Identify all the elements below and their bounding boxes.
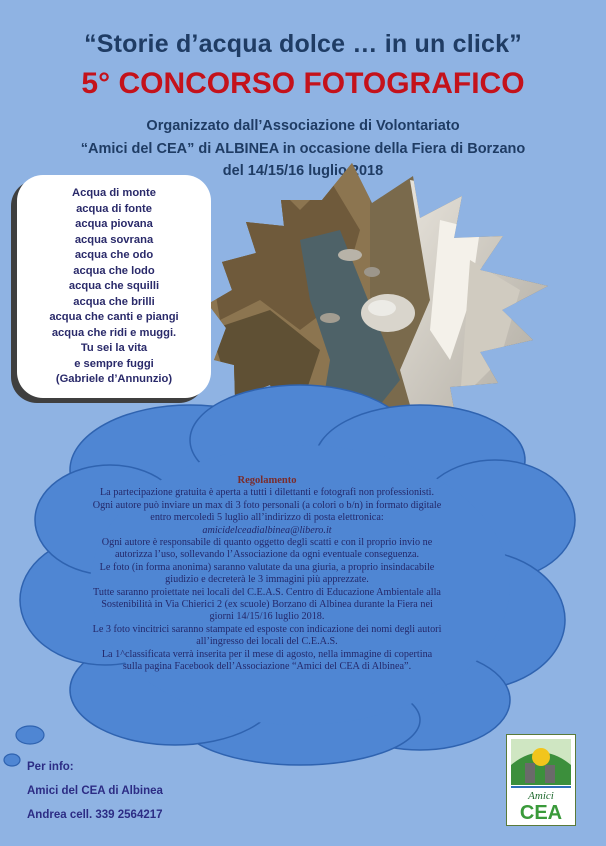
poem-line: Tu sei la vita [80,342,148,354]
logo-word-cea: CEA [519,802,563,824]
info-phone: Andrea cell. 339 2564217 [27,809,163,821]
poem-line: acqua che brilli [73,295,155,308]
poem-line: acqua che ridi e muggi. [51,326,177,339]
rules-heading: Regolamento [237,475,297,486]
info-association: Amici del CEA di Albinea [27,785,163,797]
poem-line: e sempre fuggi [74,357,154,370]
organizer-line-1: Organizzato dall’Associazione di Volontariato [146,118,460,134]
rules-paragraph: La 1^classificata verrà inserita per il mese di agosto, nella immagine di copertina sulla pagina Facebook dell’Associazione “Amici del CEA di Albinea”. [101,648,433,673]
rules-paragraph: Ogni autore può inviare un max di 3 foto personali (a colori o b/n) in formato digitale entro mercoledì 5 luglio all’indirizzo di posta elettronica: [92,499,442,524]
rules-paragraph: Le 3 foto vincitrici saranno stampate ed esposte con indicazione dei nomi degli autori all’ingresso dei locali del C.E.A.S. [92,623,442,648]
email-link[interactable]: amicidelceadialbinea@libero.it [202,524,332,536]
poem-line: acqua che odo [74,249,154,261]
poem-line: acqua che lodo [73,264,155,277]
poem-line: acqua che squilli [68,280,160,292]
rules-paragraph: Tutte saranno proiettate nei locali del C.E.A.S. Centro di Educazione Ambientale alla Sostenibilità in Via Chierici 2 (ex scuole) Borzano di Albinea durante la Fiera nei giorni 14/15/16 luglio 2018. [93,586,441,623]
logo-word-amici: Amici [528,790,554,802]
rules-paragraph: Le foto (in forma anonima) saranno valutate da una giuria, a proprio insindacabile giudizio e decreterà le 3 immagini più apprezzate. [99,561,435,586]
contest-title: 5° CONCORSO FOTOGRAFICO [81,67,525,100]
info-label: Per info: [27,761,74,773]
poem-line: acqua piovana [75,218,153,230]
logo-graphic [507,735,575,825]
organizer-line-2: “Amici del CEA” di ALBINEA in occasione della Fiera di Borzano [80,140,526,157]
poem-author: (Gabriele d’Annunzio) [55,373,173,385]
amici-cea-logo [506,734,576,826]
event-dates: del 14/15/16 luglio 2018 [222,163,384,179]
rules-paragraph: La partecipazione gratuita è aperta a tutti i dilettanti e fotografi non professionisti. [99,487,435,499]
poem-line: acqua che canti e piangi [49,311,179,323]
rules-paragraph: Ogni autore è responsabile di quanto oggetto degli scatti e con il proprio invio ne autorizza l’uso, sollevando l’Associazione da ogni eventuale conseguenza. [101,537,433,561]
rules-section [92,475,442,674]
contact-info [27,755,163,827]
page-title: “Storie d’acqua dolce … in un click” [84,30,522,58]
poem-line: Acqua di monte [72,187,156,199]
poem-line: acqua di fonte [76,202,152,215]
poem-line: acqua sovrana [74,233,154,246]
